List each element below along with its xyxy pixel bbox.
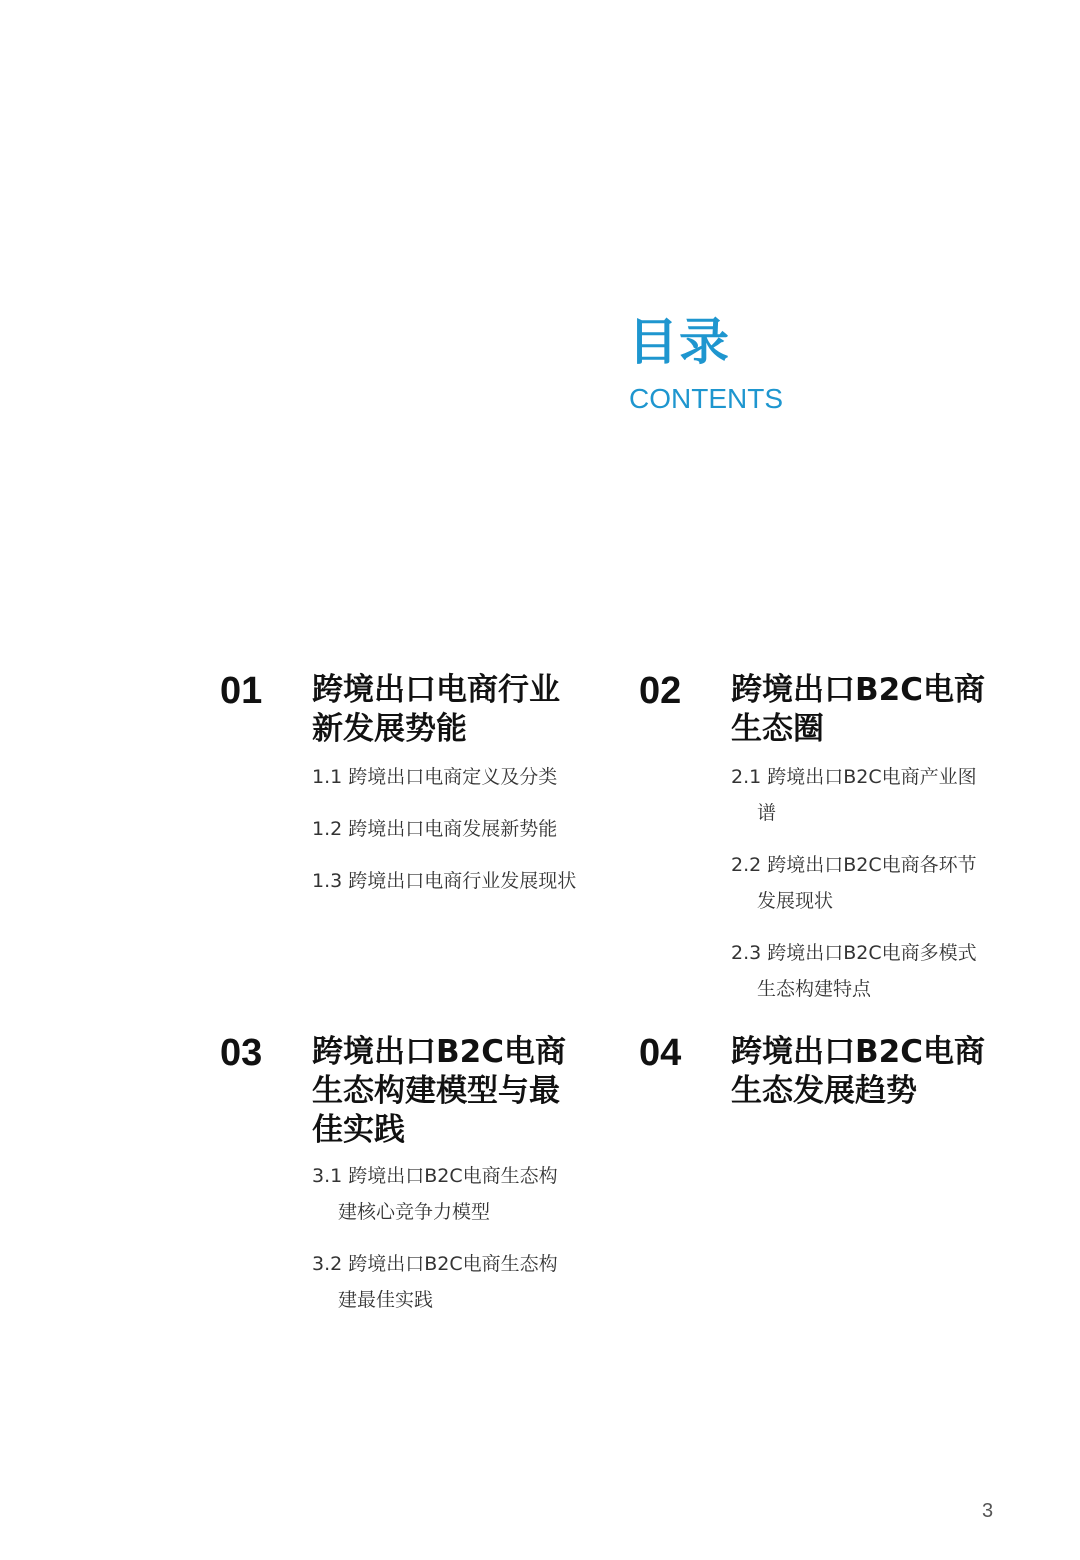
spacer xyxy=(312,847,576,863)
section-title[interactable] xyxy=(312,1033,566,1150)
subsection-label: 3.2 跨境出口B2C电商生态构 xyxy=(312,1253,558,1275)
section-title[interactable] xyxy=(312,671,560,749)
subsection-label-continued: 建最佳实践 xyxy=(338,1289,434,1311)
spacer xyxy=(731,919,977,935)
subsection-item[interactable] xyxy=(312,759,576,795)
spacer xyxy=(312,1230,558,1246)
subsection-list xyxy=(731,759,977,1007)
toc-section-03 xyxy=(220,1033,640,1333)
section-title-line: 跨境出口B2C电商 xyxy=(731,672,985,708)
section-number: 02 xyxy=(639,670,682,712)
section-title-line: 生态圈 xyxy=(731,711,824,747)
subsection-list xyxy=(312,1158,558,1318)
toc-section-01 xyxy=(220,671,640,931)
subsection-label: 1.2 跨境出口电商发展新势能 xyxy=(312,818,558,840)
section-title[interactable] xyxy=(731,1033,985,1111)
toc-title-en: CONTENTS xyxy=(629,383,783,414)
toc-section-02 xyxy=(639,671,1039,1011)
subsection-list xyxy=(312,759,576,899)
subsection-label-continued: 谱 xyxy=(757,802,777,824)
section-number: 04 xyxy=(639,1032,682,1074)
section-title-line: 生态发展趋势 xyxy=(731,1073,917,1109)
subsection-label-continued: 建核心竞争力模型 xyxy=(338,1201,491,1223)
subsection-item[interactable] xyxy=(731,935,977,1007)
section-title-line: 新发展势能 xyxy=(312,711,467,747)
section-title[interactable] xyxy=(731,671,985,749)
subsection-item[interactable] xyxy=(312,863,576,899)
subsection-label: 2.1 跨境出口B2C电商产业图 xyxy=(731,766,977,788)
subsection-label-continued: 发展现状 xyxy=(757,890,834,912)
subsection-item[interactable] xyxy=(731,759,977,831)
spacer xyxy=(312,795,576,811)
section-number: 03 xyxy=(220,1032,263,1074)
subsection-label: 1.3 跨境出口电商行业发展现状 xyxy=(312,870,577,892)
page-number: 3 xyxy=(982,1500,994,1522)
toc-title-cn: 目录 xyxy=(628,313,730,371)
subsection-item[interactable] xyxy=(731,847,977,919)
subsection-item[interactable] xyxy=(312,1158,558,1230)
section-title-line: 跨境出口电商行业 xyxy=(312,672,560,708)
section-title-line: 佳实践 xyxy=(312,1112,405,1148)
section-title-line: 生态构建模型与最 xyxy=(312,1073,560,1109)
section-title-line: 跨境出口B2C电商 xyxy=(312,1034,566,1070)
subsection-item[interactable] xyxy=(312,1246,558,1318)
subsection-item[interactable] xyxy=(312,811,576,847)
subsection-label: 1.1 跨境出口电商定义及分类 xyxy=(312,766,558,788)
toc-section-04 xyxy=(639,1033,1039,1133)
subsection-label: 2.3 跨境出口B2C电商多模式 xyxy=(731,942,977,964)
spacer xyxy=(731,831,977,847)
subsection-label: 2.2 跨境出口B2C电商各环节 xyxy=(731,854,977,876)
section-number: 01 xyxy=(220,670,263,712)
section-title-line: 跨境出口B2C电商 xyxy=(731,1034,985,1070)
subsection-label-continued: 生态构建特点 xyxy=(757,978,872,1000)
subsection-label: 3.1 跨境出口B2C电商生态构 xyxy=(312,1165,558,1187)
